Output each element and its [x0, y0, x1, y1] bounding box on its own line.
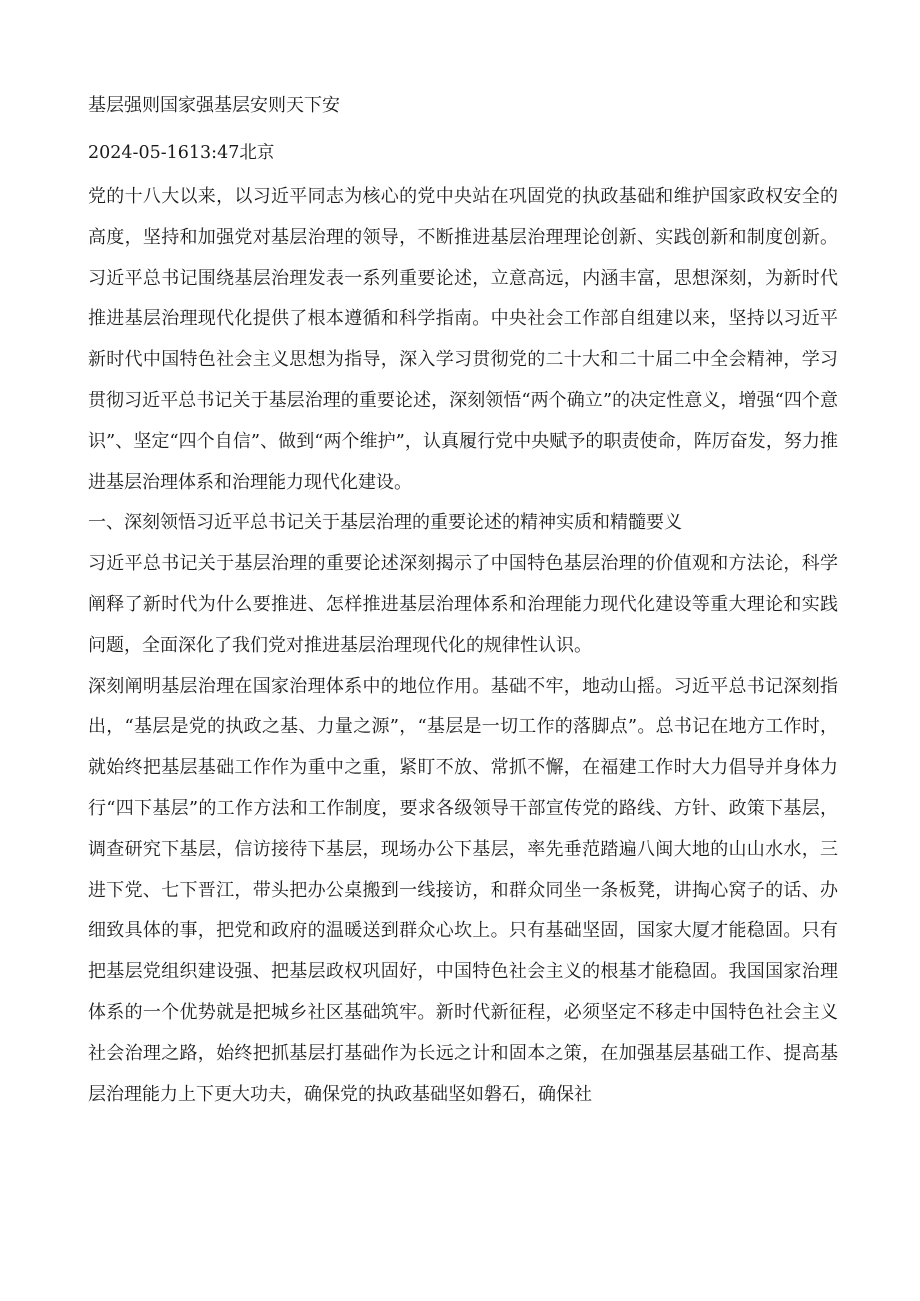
article-body — [88, 177, 838, 1115]
paragraph-section-1-point-1: 深刻阐明基层治理在国家治理体系中的地位作用。基础不牢，地动山摇。习近平总书记深刻指出，“基层是党的执政之基、力量之源”，“基层是一切工作的落脚点”。总书记在地方工作时，就始终把基层基础工作作为重中之重，紧盯不放、常抓不懈，在福建工作时大力倡导并身体力行“四下基层”的工作方法和工作制度，要求各级领导干部宣传党的路线、方针、政策下基层，调查研究下基层，信访接待下基层，现场办公下基层，率先垂范踏遍八闽大地的山山水水，三进下党、七下晋江，带头把办公桌搬到一线接访，和群众同坐一条板凳，讲掏心窝子的话、办细致具体的事，把党和政府的温暖送到群众心坎上。只有基础坚固，国家大厦才能稳固。只有把基层党组织建设强、把基层政权巩固好，中国特色社会主义的根基才能稳固。我国国家治理体系的一个优势就是把城乡社区基础筑牢。新时代新征程，必须坚定不移走中国特色社会主义社会治理之路，始终把抓基层打基础作为长远之计和固本之策，在加强基层基础工作、提高基层治理能力上下更大功夫，确保党的执政基础坚如磐石，确保社 — [88, 675, 838, 1105]
section-heading-1: 一、深刻领悟习近平总书记关于基层治理的重要论述的精神实质和精髓要义 — [88, 512, 682, 534]
article-title: 基层强则国家强基层安则天下安 — [88, 95, 340, 116]
paragraph-section-1-intro: 习近平总书记关于基层治理的重要论述深刻揭示了中国特色基层治理的价值观和方法论，科学阐释了新时代为什么要推进、怎样推进基层治理体系和治理能力现代化建设等重大理论和实践问题，全面深化了我们党对推进基层治理现代化的规律性认识。 — [88, 553, 838, 656]
article-dateline: 2024-05-1613:47北京 — [88, 143, 275, 163]
paragraph-intro: 党的十八大以来，以习近平同志为核心的党中央站在巩固党的执政基础和维护国家政权安全的高度，坚持和加强党对基层治理的领导，不断推进基层治理理论创新、实践创新和制度创新。习近平总书记围绕基层治理发表一系列重要论述，立意高远，内涵丰富，思想深刻，为新时代推进基层治理现代化提供了根本遵循和科学指南。中央社会工作部自组建以来，坚持以习近平新时代中国特色社会主义思想为指导，深入学习贯彻党的二十大和二十届二中全会精神，学习贯彻习近平总书记关于基层治理的重要论述，深刻领悟“两个确立”的决定性意义，增强“四个意识”、坚定“四个自信”、做到“两个维护”，认真履行党中央赋予的职责使命，阵厉奋发，努力推进基层治理体系和治理能力现代化建设。 — [88, 186, 838, 493]
